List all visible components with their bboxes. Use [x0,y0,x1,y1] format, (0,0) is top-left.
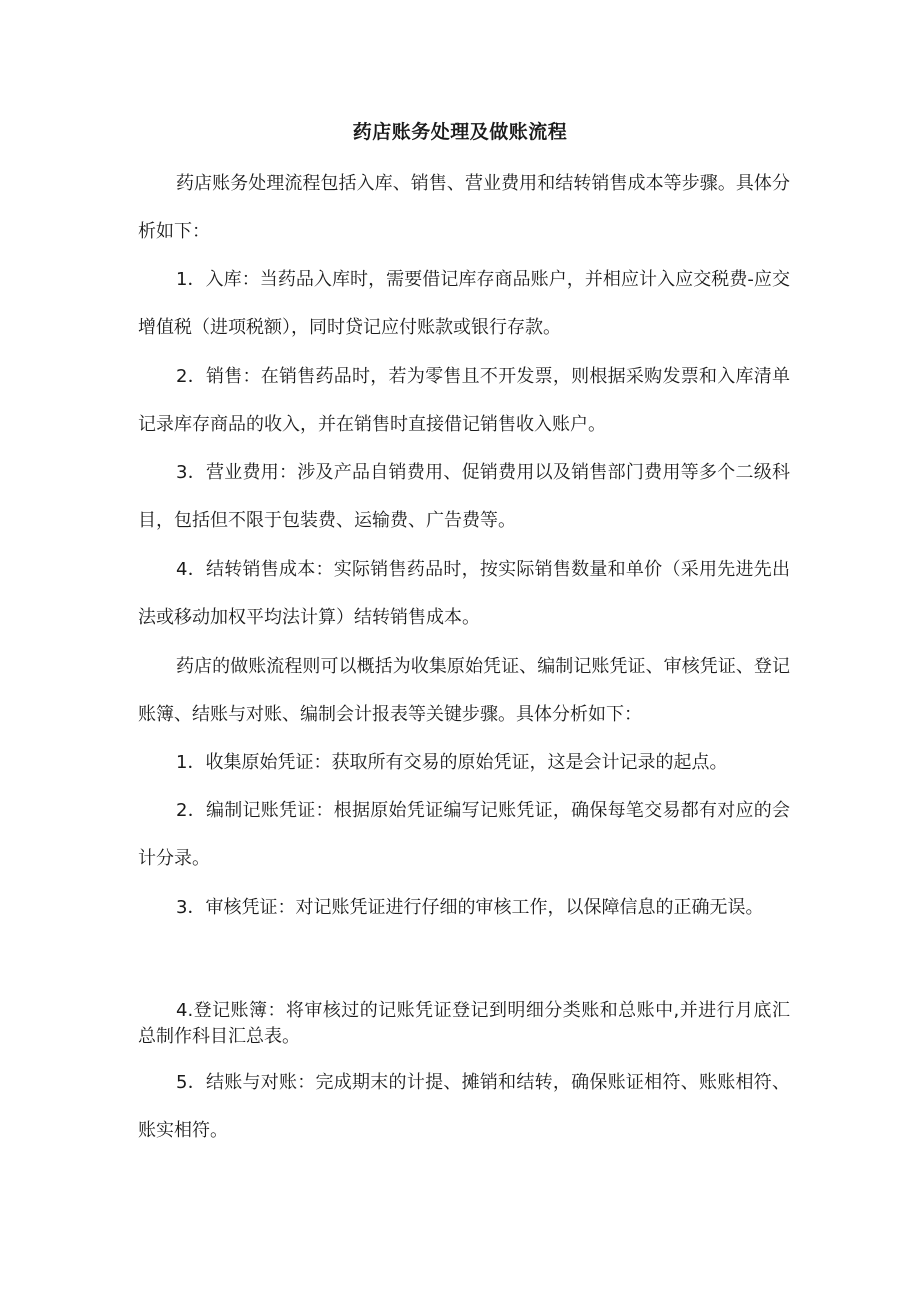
paragraph-step-closing-reconcile: 5．结账与对账：完成期末的计提、摊销和结转，确保账证相符、账账相符、账实相符。 [138,1072,790,1141]
paragraph-step-sales: 2．销售：在销售药品时，若为零售且不开发票，则根据采购发票和入库清单记录库存商品的收入，并在销售时直接借记销售收入账户。 [138,366,790,435]
paragraph-intro-accounting: 药店账务处理流程包括入库、销售、营业费用和结转销售成本等步骤。具体分析如下： [138,173,790,242]
paragraph-step-prepare-vouchers: 2．编制记账凭证：根据原始凭证编写记账凭证，确保每笔交易都有对应的会计分录。 [138,800,790,869]
paragraph-step-collect-vouchers: 1．收集原始凭证：获取所有交易的原始凭证，这是会计记录的起点。 [176,752,728,773]
paragraph-step-cost-transfer: 4．结转销售成本：实际销售药品时，按实际销售数量和单价（采用先进先出法或移动加权平均法计算）结转销售成本。 [138,559,790,628]
paragraph-step-operating-expenses: 3．营业费用：涉及产品自销费用、促销费用以及销售部门费用等多个二级科目，包括但不限于包装费、运输费、广告费等。 [138,462,790,531]
document-title: 药店账务处理及做账流程 [352,121,568,143]
paragraph-intro-bookkeeping: 药店的做账流程则可以概括为收集原始凭证、编制记账凭证、审核凭证、登记账簿、结账与对账、编制会计报表等关键步骤。具体分析如下： [138,656,790,725]
paragraph-step-post-ledgers: 4.登记账簿：将审核过的记账凭证登记到明细分类账和总账中,并进行月底汇总制作科目汇总表。 [138,1000,790,1047]
paragraph-step-warehousing: 1．入库：当药品入库时，需要借记库存商品账户，并相应计入应交税费-应交增值税（进项税额），同时贷记应付账款或银行存款。 [138,269,790,338]
paragraph-step-review-vouchers: 3．审核凭证：对记账凭证进行仔细的审核工作，以保障信息的正确无误。 [176,897,764,918]
